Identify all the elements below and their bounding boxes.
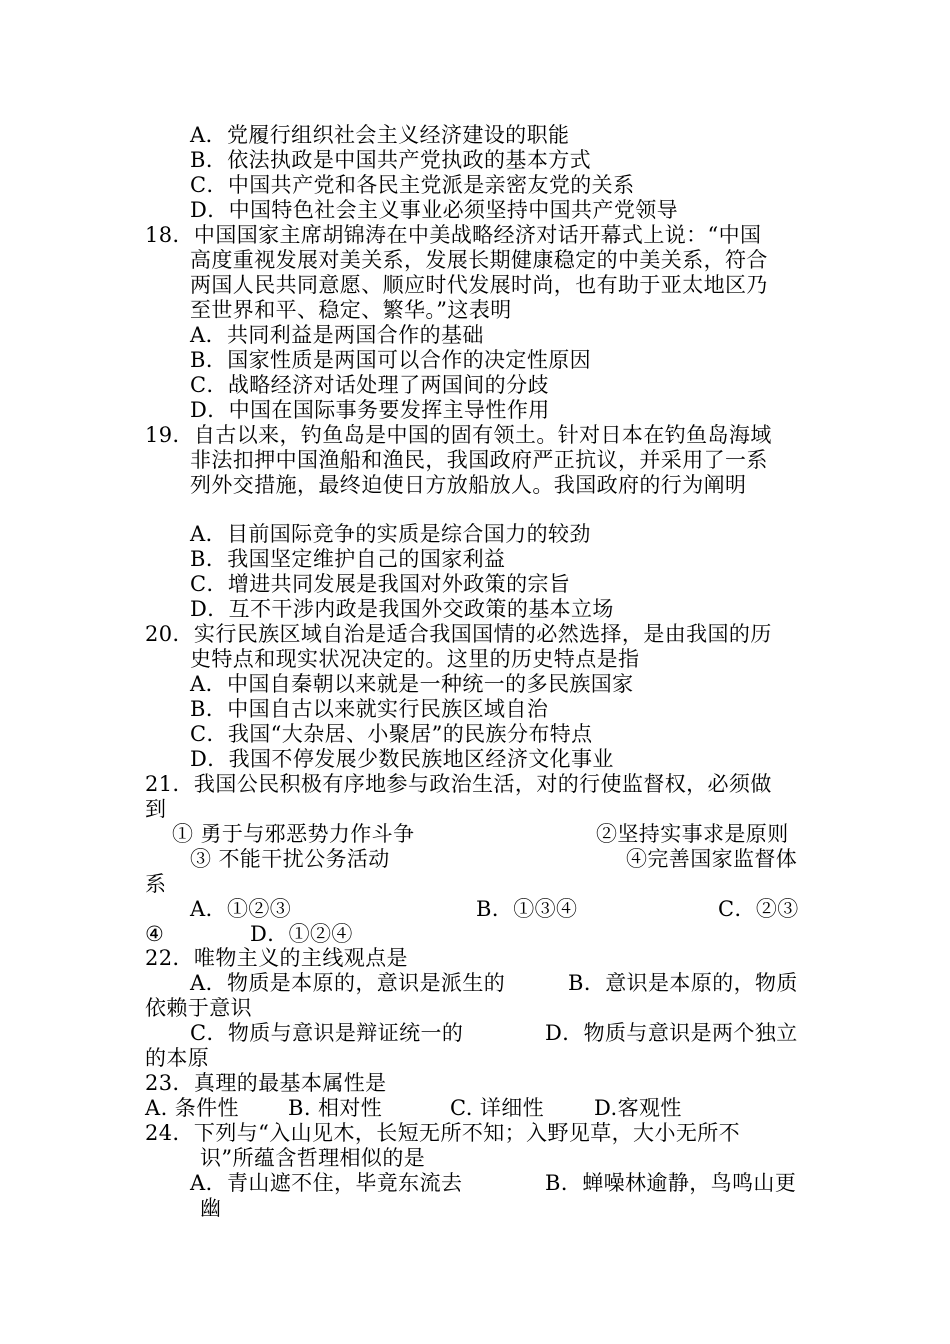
q21-statement-4: ④完善国家监督体 [626,847,798,871]
q20-stem-line: 史特点和现实状况决定的。这里的历史特点是指 [190,647,640,671]
q18-stem-line: 高度重视发展对美关系，发展长期健康稳定的中美关系，符合 [190,248,768,272]
q19-option-c: C．增进共同发展是我国对外政策的宗旨 [190,572,571,596]
q22-option-d-cont: 的本原 [145,1046,210,1070]
q20-option-a: A．中国自秦朝以来就是一种统一的多民族国家 [190,672,634,696]
q22-stem: 22．唯物主义的主线观点是 [145,946,408,970]
q21-option-d: D．①②④ [250,922,353,946]
q17-option-b: B．依法执政是中国共产党执政的基本方式 [190,148,592,172]
q17-option-a: A．党履行组织社会主义经济建设的职能 [190,123,570,147]
q21-stem-line: 到 [145,797,167,821]
q18-stem-line: 两国人民共同意愿、顺应时代发展时尚，也有助于亚太地区乃 [190,273,768,297]
q19-option-a: A．目前国际竞争的实质是综合国力的较劲 [190,522,591,546]
q24-option-a: A．青山遮不住，毕竟东流去 [190,1171,463,1195]
q20-option-b: B．中国自古以来就实行民族区域自治 [190,697,549,721]
q21-option-c-cont: ④ [145,922,165,946]
q23-option-b: B. 相对性 [288,1096,383,1120]
q23-option-d: D.客观性 [594,1096,682,1120]
q18-option-b: B．国家性质是两国可以合作的决定性原因 [190,348,592,372]
q20-option-c: C．我国“大杂居、小聚居”的民族分布特点 [190,722,593,746]
q19-option-d: D．互不干涉内政是我国外交政策的基本立场 [190,597,614,621]
q24-stem-line: 识”所蕴含哲理相似的是 [200,1146,426,1170]
q19-stem-line: 非法扣押中国渔船和渔民，我国政府严正抗议，并采用了一系 [190,448,768,472]
q18-option-c: C．战略经济对话处理了两国间的分歧 [190,373,549,397]
q21-statement-2: ②坚持实事求是原则 [596,822,789,846]
q20-option-d: D．我国不停发展少数民族地区经济文化事业 [190,747,614,771]
q23-option-a: A. 条件性 [145,1096,239,1120]
q17-option-c: C．中国共产党和各民主党派是亲密友党的关系 [190,173,635,197]
q22-option-b: B．意识是本原的，物质 [568,971,798,995]
q18-option-d: D．中国在国际事务要发挥主导性作用 [190,398,550,422]
q21-statement-3: ③ 不能干扰公务活动 [190,847,390,871]
q19-stem-line: 19．自古以来，钓鱼岛是中国的固有领土。针对日本在钓鱼岛海域 [145,423,772,447]
q20-stem-line: 20．实行民族区域自治是适合我国国情的必然选择，是由我国的历 [145,622,772,646]
q18-stem-line: 至世界和平、稳定、繁华。”这表明 [190,298,512,322]
q22-option-b-cont: 依赖于意识 [145,996,252,1020]
q22-option-a: A．物质是本原的，意识是派生的 [190,971,506,995]
q23-stem: 23．真理的最基本属性是 [145,1071,387,1095]
q21-option-a: A．①②③ [190,897,292,921]
q22-option-c: C．物质与意识是辩证统一的 [190,1021,464,1045]
q21-statement-4-cont: 系 [145,872,167,896]
q19-stem-line: 列外交措施，最终迫使日方放船放人。我国政府的行为阐明 [190,473,747,497]
q21-stem-line: 21．我国公民积极有序地参与政治生活，对的行使监督权，必须做 [145,772,772,796]
q21-option-b: B．①③④ [476,897,578,921]
q24-stem-line: 24．下列与“入山见木，长短无所不知；入野见草，大小无所不 [145,1121,741,1145]
q17-option-d: D．中国特色社会主义事业必须坚持中国共产党领导 [190,198,679,222]
q22-option-d: D．物质与意识是两个独立 [545,1021,798,1045]
q24-option-b: B．蝉噪林逾静，鸟鸣山更 [545,1171,797,1195]
q18-stem-line: 18．中国国家主席胡锦涛在中美战略经济对话开幕式上说：“中国 [145,223,762,247]
q18-option-a: A．共同利益是两国合作的基础 [190,323,484,347]
q24-option-b-cont: 幽 [200,1196,222,1220]
q19-option-b: B．我国坚定维护自己的国家利益 [190,547,506,571]
q21-statement-1: ① 勇于与邪恶势力作斗争 [172,822,415,846]
q21-option-c: C．②③ [718,897,799,921]
q23-option-c: C. 详细性 [450,1096,545,1120]
